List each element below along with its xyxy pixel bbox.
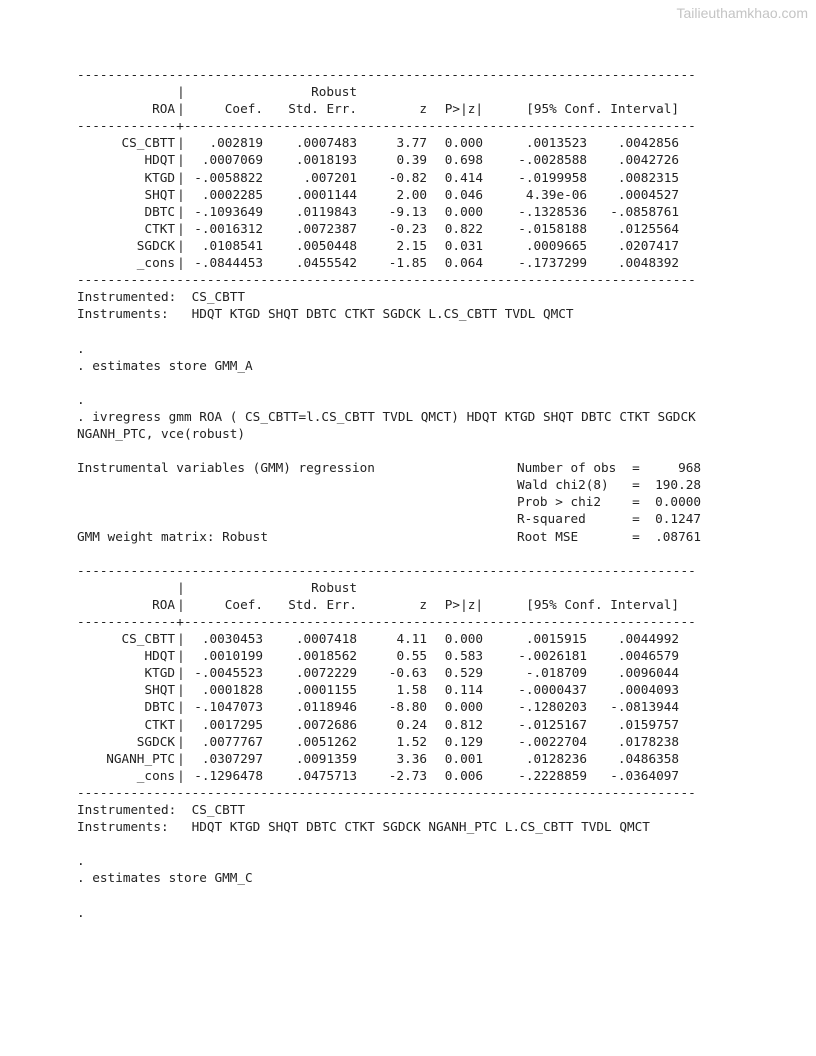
summary-row [77,476,807,493]
stat-value: .08761 [655,528,701,544]
table-mid-rule: -------------+------------------------------------------------------------------- [77,614,696,629]
regression-table-a [77,66,807,322]
p-value: 0.583 [444,648,483,664]
p-value: 0.046 [444,186,483,202]
ci-lower-value: -.2228859 [518,767,587,783]
variable-name: NGANH_PTC [106,750,175,766]
table-row [77,647,807,664]
z-value: 2.15 [396,237,427,253]
coef-value: .002819 [209,135,263,151]
stat-equals: = [632,494,640,510]
z-value: 3.77 [396,135,427,151]
coef-header: Coef. [224,101,263,117]
stat-label: Number of obs [517,460,617,476]
summary-row [77,510,807,527]
table-top-rule: --------------------------------------------------------------------------------- [77,562,696,578]
ci-lower-value: .0128236 [525,750,587,766]
variable-name: _cons [136,767,175,783]
ci-upper-value: .0207417 [617,237,679,253]
std-err-value: .0475713 [295,767,357,783]
variable-name: KTGD [144,169,175,185]
ci-lower-value: 4.39e-06 [525,186,587,202]
z-value: 1.58 [396,682,427,698]
coef-value: .0001828 [201,682,263,698]
variable-name: HDQT [144,152,175,168]
column-separator: | [177,733,185,749]
p-value: 0.114 [444,682,483,698]
z-value: -0.82 [388,169,427,185]
std-err-value: .0072387 [295,220,357,236]
log-dot: . [77,904,85,920]
table-row [77,169,807,186]
ci-upper-value: .0042726 [617,152,679,168]
se-header: Std. Err. [288,101,357,117]
column-separator: | [177,767,185,783]
ci-upper-value: .0096044 [617,665,679,681]
variable-name: SHQT [144,186,175,202]
stat-equals: = [632,460,640,476]
stat-label: R-squared [517,511,586,527]
variable-name: SHQT [144,682,175,698]
table-bottom-rule: --------------------------------------------------------------------------------- [77,784,696,800]
ci-lower-value: -.018709 [525,665,587,681]
ci-lower-value: -.0028588 [518,152,587,168]
table-row [77,134,807,151]
ci-upper-value: .0046579 [617,648,679,664]
coef-value: -.0016312 [194,220,263,236]
ci-lower-value: -.1328536 [518,203,587,219]
summary-row [77,493,807,510]
log-dot: . [77,391,85,407]
ivregress-command-line-1: . ivregress gmm ROA ( CS_CBTT=l.CS_CBTT TVDL QMCT) HDQT KTGD SHQT DBTC CTKT SGDCK [77,408,696,424]
ci-lower-value: .0013523 [525,135,587,151]
table-row [77,203,807,220]
summary-stat [517,528,701,545]
z-value: 3.36 [396,750,427,766]
variable-name: DBTC [144,699,175,715]
coef-value: .0108541 [201,237,263,253]
ci-lower-value: -.0022704 [518,733,587,749]
estimates-store-c: . estimates store GMM_C [77,870,253,886]
ci-upper-value: .0004093 [617,682,679,698]
table-a-body [77,134,807,271]
variable-name: CTKT [144,220,175,236]
summary-stat [517,493,701,510]
coef-header: Coef. [224,596,263,612]
column-separator: | [177,255,185,271]
ci-lower-value: .0015915 [525,631,587,647]
table-row [77,750,807,767]
coef-value: .0007069 [201,152,263,168]
ci-upper-value: -.0813944 [610,699,679,715]
gmm-weight-matrix: GMM weight matrix: Robust [77,528,268,544]
instruments-line: Instruments: HDQT KTGD SHQT DBTC CTKT SGDCK L.CS_CBTT TVDL QMCT [77,306,574,322]
coef-value: .0077767 [201,733,263,749]
table-row [77,698,807,715]
std-err-value: .0018193 [295,152,357,168]
std-err-value: .0455542 [295,255,357,271]
table-row [77,681,807,698]
table-row [77,186,807,203]
p-header: P>|z| [444,101,483,117]
watermark: Tailieuthamkhao.com [676,5,808,21]
ci-lower-value: -.0026181 [518,648,587,664]
std-err-value: .007201 [303,169,357,185]
std-err-value: .0001155 [295,682,357,698]
z-value: -9.13 [388,203,427,219]
std-err-value: .0051262 [295,733,357,749]
ci-upper-value: .0159757 [617,716,679,732]
column-separator: | [177,203,185,219]
summary-stat [517,510,701,527]
ci-upper-value: .0486358 [617,750,679,766]
ci-upper-value: -.0858761 [610,203,679,219]
z-header: z [419,596,427,612]
p-value: 0.001 [444,750,483,766]
p-value: 0.698 [444,152,483,168]
stat-equals: = [632,477,640,493]
ci-upper-value: .0125564 [617,220,679,236]
ci-header: [95% Conf. Interval] [526,101,679,117]
table-row [77,151,807,168]
variable-name: _cons [136,255,175,271]
estimates-store-a: . estimates store GMM_A [77,357,253,373]
z-value: 4.11 [396,631,427,647]
column-separator: | [177,648,185,664]
ci-lower-value: -.0125167 [518,716,587,732]
summary-stat [517,459,701,476]
ci-upper-value: .0178238 [617,733,679,749]
column-separator: | [177,220,185,236]
column-separator: | [177,135,185,151]
variable-name: CTKT [144,716,175,732]
ci-lower-value: -.0158188 [518,220,587,236]
p-value: 0.064 [444,255,483,271]
column-separator: | [177,186,185,202]
coef-value: -.1296478 [194,767,263,783]
std-err-value: .0072686 [295,716,357,732]
column-separator: | [177,169,185,185]
z-header: z [419,101,427,117]
summary-row [77,459,807,476]
instrumented-line: Instrumented: CS_CBTT [77,289,246,305]
p-value: 0.822 [444,220,483,236]
variable-name: KTGD [144,665,175,681]
se-header: Std. Err. [288,596,357,612]
table-row [77,237,807,254]
p-value: 0.812 [444,716,483,732]
table-row [77,220,807,237]
table-row [77,767,807,784]
ci-lower-value: .0009665 [525,237,587,253]
ci-header: [95% Conf. Interval] [526,596,679,612]
table-top-rule: --------------------------------------------------------------------------------- [77,67,696,82]
instrumented-line: Instrumented: CS_CBTT [77,802,246,818]
column-separator: | [177,631,185,647]
coef-value: .0307297 [201,750,263,766]
z-value: -2.73 [388,767,427,783]
table-header-row-1: | Robust [177,579,357,595]
p-value: 0.006 [444,767,483,783]
variable-name: SGDCK [136,733,175,749]
log-dot: . [77,340,85,356]
table-row [77,630,807,647]
regression-title: Instrumental variables (GMM) regression [77,460,375,476]
column-separator: | [177,152,185,168]
table-row [77,733,807,750]
table-c-body [77,630,807,784]
column-separator: | [177,665,185,681]
coef-value: -.0844453 [194,255,263,271]
coef-value: -.0058822 [194,169,263,185]
coef-value: -.1047073 [194,699,263,715]
p-value: 0.414 [444,169,483,185]
instruments-line: Instruments: HDQT KTGD SHQT DBTC CTKT SGDCK NGANH_PTC L.CS_CBTT TVDL QMCT [77,819,650,835]
ci-lower-value: -.1737299 [518,255,587,271]
p-value: 0.000 [444,203,483,219]
z-value: -0.63 [388,665,427,681]
table-bottom-rule: --------------------------------------------------------------------------------- [77,272,696,288]
std-err-value: .0118946 [295,699,357,715]
ci-upper-value: .0044992 [617,631,679,647]
stat-value: 968 [678,460,701,476]
z-value: -0.23 [388,220,427,236]
p-header: P>|z| [444,596,483,612]
column-separator: | [177,716,185,732]
p-value: 0.529 [444,665,483,681]
ci-upper-value: .0048392 [617,255,679,271]
table-mid-rule: -------------+------------------------------------------------------------------- [77,118,696,134]
regression-summary [77,459,807,544]
regression-table-c [77,562,807,836]
column-separator: | [177,237,185,253]
z-value: 1.52 [396,733,427,749]
std-err-value: .0119843 [295,203,357,219]
z-value: 0.39 [396,152,427,168]
stat-equals: = [632,528,640,544]
stat-label: Prob > chi2 [517,494,602,510]
stat-value: 0.1247 [655,511,701,527]
ci-lower-value: -.0000437 [518,682,587,698]
coef-value: .0010199 [201,648,263,664]
stat-label: Wald chi2(8) [517,477,609,493]
std-err-value: .0018562 [295,648,357,664]
robust-label: Robust [311,579,357,595]
stat-value: 190.28 [655,477,701,493]
column-separator: | [177,699,185,715]
column-separator: | [177,750,185,766]
ci-lower-value: -.0199958 [518,169,587,185]
ci-upper-value: .0042856 [617,135,679,151]
coef-value: .0002285 [201,186,263,202]
z-value: -1.85 [388,255,427,271]
variable-name: CS_CBTT [121,135,175,151]
coef-value: -.1093649 [194,203,263,219]
dep-var-label: ROA [152,101,175,117]
ci-upper-value: .0004527 [617,186,679,202]
coef-value: -.0045523 [194,665,263,681]
ci-upper-value: -.0364097 [610,767,679,783]
table-header-row-1: | Robust [177,84,357,100]
ci-lower-value: -.1280203 [518,699,587,715]
std-err-value: .0007418 [295,631,357,647]
table-header-row-2: ROA | Coef. Std. Err. z P>|z| [95% Conf. Interval] [77,596,807,613]
variable-name: SGDCK [136,237,175,253]
stat-value: 0.0000 [655,494,701,510]
variable-name: DBTC [144,203,175,219]
p-value: 0.031 [444,237,483,253]
z-value: 0.24 [396,716,427,732]
table-row [77,254,807,271]
p-value: 0.129 [444,733,483,749]
ci-upper-value: .0082315 [617,169,679,185]
std-err-value: .0007483 [295,135,357,151]
z-value: 2.00 [396,186,427,202]
summary-row [77,528,807,545]
z-value: -8.80 [388,699,427,715]
std-err-value: .0091359 [295,750,357,766]
table-row [77,664,807,681]
z-value: 0.55 [396,648,427,664]
std-err-value: .0001144 [295,186,357,202]
dep-var-label: ROA [152,596,175,612]
p-value: 0.000 [444,631,483,647]
coef-value: .0030453 [201,631,263,647]
table-header-row-2: ROA | Coef. Std. Err. z P>|z| [95% Conf. Interval] [77,100,807,117]
stat-label: Root MSE [517,528,579,544]
p-value: 0.000 [444,135,483,151]
variable-name: HDQT [144,648,175,664]
log-dot: . [77,853,85,869]
std-err-value: .0050448 [295,237,357,253]
p-value: 0.000 [444,699,483,715]
robust-label: Robust [311,84,357,100]
table-row [77,716,807,733]
summary-stat [517,476,701,493]
coef-value: .0017295 [201,716,263,732]
ivregress-command-line-2: NGANH_PTC, vce(robust) [77,425,246,441]
column-separator: | [177,682,185,698]
std-err-value: .0072229 [295,665,357,681]
stata-output [77,66,807,921]
variable-name: CS_CBTT [121,631,175,647]
stat-equals: = [632,511,640,527]
